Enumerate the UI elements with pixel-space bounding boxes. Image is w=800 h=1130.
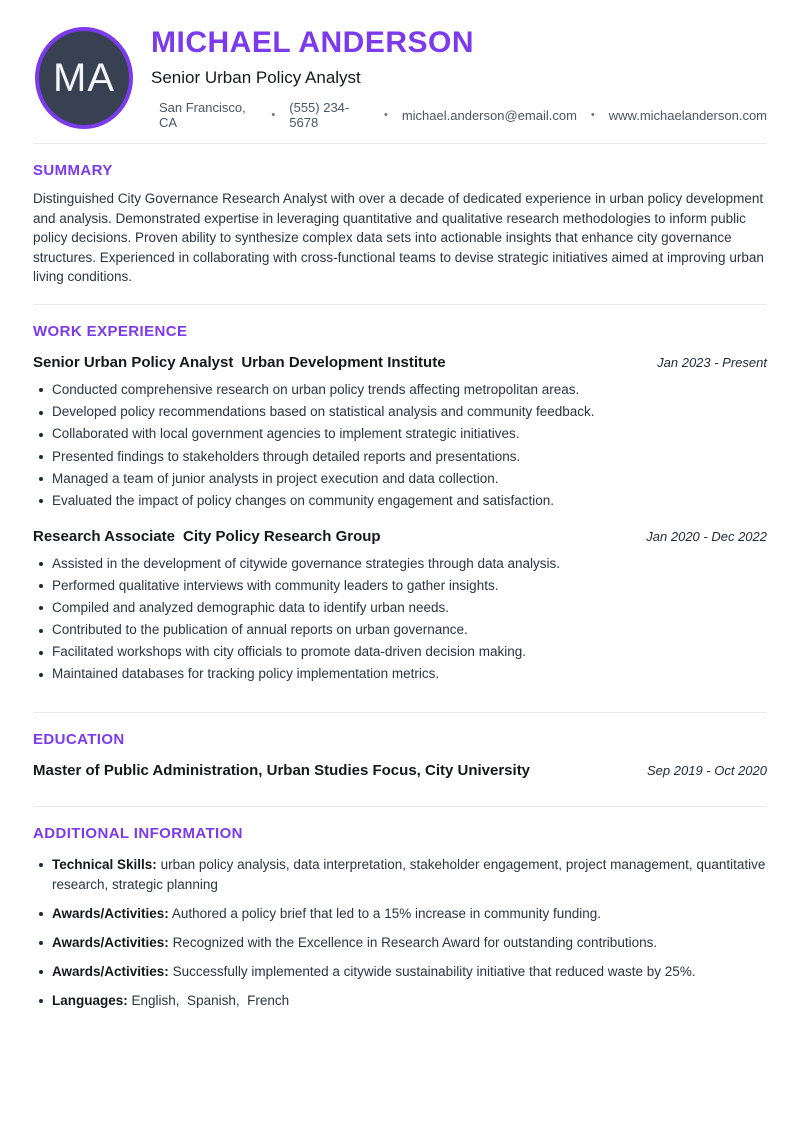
education-heading: EDUCATION <box>33 730 125 748</box>
job-company: City Policy Research Group <box>183 527 381 545</box>
job-bullet: Managed a team of junior analysts in project execution and data collection. <box>33 470 767 489</box>
contact-email[interactable]: michael.anderson@email.com <box>401 107 577 123</box>
job-title-line <box>33 528 381 545</box>
education-degree: Master of Public Administration, Urban Studies Focus, City University <box>33 761 531 779</box>
section-divider <box>33 712 767 713</box>
section-divider <box>33 304 767 305</box>
job-bullet: Collaborated with local government agencies to implement strategic initiatives. <box>33 425 767 444</box>
job-bullet: Presented findings to stakeholders through detailed reports and presentations. <box>33 448 767 467</box>
job-bullet: Conducted comprehensive research on urban policy trends affecting metropolitan areas. <box>33 381 767 400</box>
job-entry <box>33 354 767 511</box>
education-section <box>33 731 767 806</box>
info-item-text: Recognized with the Excellence in Research Award for outstanding contributions. <box>172 934 658 950</box>
job-bullet: Maintained databases for tracking policy implementation metrics. <box>33 665 767 684</box>
job-bullet: Assisted in the development of citywide governance strategies through data analysis. <box>33 555 767 574</box>
additional-info-list <box>33 855 767 1011</box>
job-title: Senior Urban Policy Analyst <box>33 353 234 371</box>
info-item-text: Authored a policy brief that led to a 15% increase in community funding. <box>171 905 602 921</box>
additional-information-heading: ADDITIONAL INFORMATION <box>33 824 243 842</box>
info-item-label: Technical Skills: <box>52 856 157 872</box>
contact-website[interactable]: www.michaelanderson.com <box>608 107 767 123</box>
work-experience-section <box>33 323 767 712</box>
job-bullet: Developed policy recommendations based on statistical analysis and community feedback. <box>33 403 767 422</box>
contact-phone: (555) 234-5678 <box>289 100 350 130</box>
info-item-text: Successfully implemented a citywide sustainability initiative that reduced waste by 25%. <box>172 963 696 979</box>
resume-header <box>33 0 767 144</box>
education-row <box>33 762 767 779</box>
work-experience-heading: WORK EXPERIENCE <box>33 322 188 340</box>
additional-info-item <box>33 962 767 982</box>
contact-separator-icon: • <box>271 109 276 121</box>
job-dates: Jan 2023 - Present <box>657 354 767 370</box>
job-bullet: Facilitated workshops with city officials to promote data-driven decision making. <box>33 643 767 662</box>
job-header-row <box>33 528 767 545</box>
job-bullet-list <box>33 555 767 685</box>
education-dates: Sep 2019 - Oct 2020 <box>647 762 767 778</box>
info-item-text: English, Spanish, French <box>131 992 290 1008</box>
additional-information-section <box>33 825 767 1050</box>
avatar <box>35 27 133 129</box>
contact-location: San Francisco, CA <box>159 100 246 130</box>
job-title-line <box>33 354 446 371</box>
header-job-title: Senior Urban Policy Analyst <box>151 68 361 87</box>
summary-section <box>33 162 767 304</box>
job-company: Urban Development Institute <box>241 353 446 371</box>
job-title: Research Associate <box>33 527 176 545</box>
contact-separator-icon: • <box>383 109 388 121</box>
additional-info-item <box>33 991 767 1011</box>
additional-info-item <box>33 933 767 953</box>
summary-heading: SUMMARY <box>33 162 113 179</box>
avatar-initials: MA <box>53 55 115 100</box>
info-item-label: Awards/Activities: <box>52 934 169 950</box>
person-name: MICHAEL ANDERSON <box>151 26 475 59</box>
job-bullet-list <box>33 381 767 511</box>
summary-text: Distinguished City Governance Research Analyst with over a decade of dedicated experience in urban policy development and analysis. Demonstrated expertise in leveraging quantitative and qualitative research methodologies to inform public policy decisions. Proven ability to synthesize complex data sets into actionable insights that enhance city governance structures. Experienced in collaborating with cross-functional teams to devise strategic initiatives aimed at improving urban living conditions. <box>33 191 764 285</box>
job-bullet: Performed qualitative interviews with community leaders to gather insights. <box>33 577 767 596</box>
contact-row <box>159 100 767 130</box>
info-item-label: Awards/Activities: <box>52 963 169 979</box>
job-bullet: Contributed to the publication of annual reports on urban governance. <box>33 621 767 640</box>
info-item-label: Awards/Activities: <box>52 905 169 921</box>
info-item-text: urban policy analysis, data interpretation, stakeholder engagement, project management, quantitative research, strategic planning <box>52 856 766 892</box>
job-bullet: Evaluated the impact of policy changes on community engagement and satisfaction. <box>33 492 767 511</box>
section-divider <box>33 806 767 807</box>
job-bullet: Compiled and analyzed demographic data to identify urban needs. <box>33 599 767 618</box>
additional-info-item <box>33 855 767 895</box>
contact-separator-icon: • <box>590 109 595 121</box>
info-item-label: Languages: <box>52 992 128 1008</box>
header-text-block <box>151 26 767 130</box>
job-dates: Jan 2020 - Dec 2022 <box>646 528 767 544</box>
job-entry <box>33 528 767 685</box>
additional-info-item <box>33 904 767 924</box>
job-header-row <box>33 354 767 371</box>
